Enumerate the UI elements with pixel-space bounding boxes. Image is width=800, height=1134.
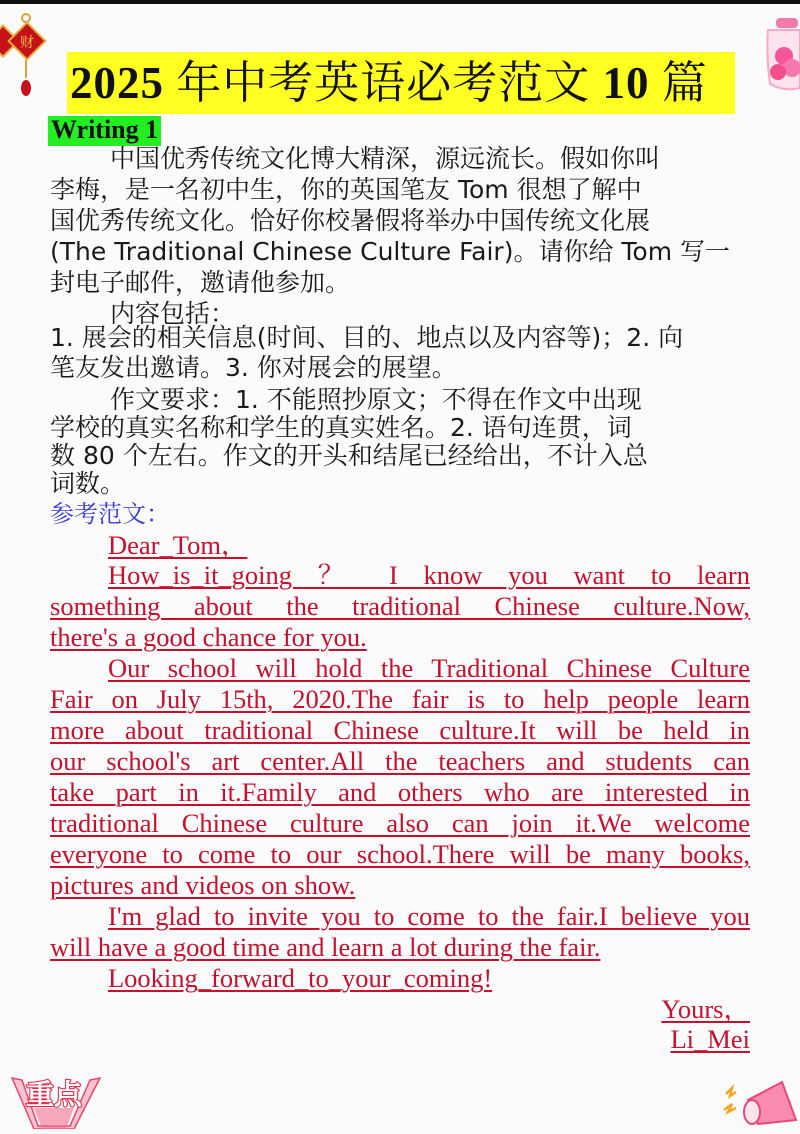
- megaphone-icon: [722, 1080, 800, 1129]
- essay-line: Our school will hold the Traditional Chinese Culture: [108, 653, 750, 683]
- essay-line: How_is_it_going ？ I know you want to learn: [108, 560, 750, 590]
- prompt-line: 作文要求：1. 不能照抄原文；不得在作文中出现: [110, 385, 642, 414]
- essay-line: will have a good time and learn a lot during the fair.: [50, 932, 601, 962]
- prompt-line: 国优秀传统文化。恰好你校暑假将举办中国传统文化展: [50, 206, 651, 235]
- section-label: Writing 1: [48, 116, 161, 146]
- essay-line: there's a good chance for you.: [50, 622, 367, 652]
- prompt-line: (The Traditional Chinese Culture Fair)。请你给 Tom 写一: [50, 237, 731, 266]
- top-border: [0, 0, 800, 4]
- essay-line: Fair on July 15th, 2020.The fair is to help people learn: [50, 684, 750, 714]
- lucky-knot-icon: [0, 6, 56, 98]
- essay-line: everyone to come to our school.There will be many books,: [50, 839, 750, 869]
- prompt-line: 词数。: [50, 469, 126, 498]
- essay-line: traditional Chinese culture also can join it.We welcome: [50, 808, 750, 838]
- prompt-line: 学校的真实名称和学生的真实姓名。2. 语句连贯，词: [50, 413, 632, 442]
- prompt-line: 内容包括：: [110, 299, 236, 328]
- title-suffix: 篇: [661, 56, 708, 109]
- prompt-line: 数 80 个左右。作文的开头和结尾已经给出，不计入总: [50, 441, 648, 470]
- essay-greeting: Dear_Tom，: [108, 530, 248, 560]
- essay-closing: Yours，: [661, 994, 750, 1024]
- title-year: 2025: [70, 58, 164, 108]
- essay-line: I'm glad to invite you to come to the fair.I believe you: [108, 901, 750, 931]
- essay-line: pictures and videos on show.: [50, 870, 356, 900]
- title-text: 年中考英语必考范文: [176, 56, 591, 109]
- heart-jar-icon: [762, 14, 800, 94]
- essay-line: more about traditional Chinese culture.It will be held in: [50, 715, 750, 745]
- prompt-line: 李梅，是一名初中生，你的英国笔友 Tom 很想了解中: [50, 175, 642, 204]
- prompt-line: 中国优秀传统文化博大精深，源远流长。假如你叫: [110, 144, 661, 173]
- essay-line: something about the traditional Chinese culture.Now,: [50, 591, 750, 621]
- essay-line: Looking_forward_to_your_coming!: [108, 963, 493, 993]
- reference-essay-label: 参考范文：: [50, 500, 170, 528]
- title-count: 10: [602, 58, 650, 108]
- essay-signature: Li_Mei: [670, 1024, 750, 1054]
- prompt-line: 笔友发出邀请。3. 你对展会的展望。: [50, 353, 457, 382]
- essay-line: our school's art center.All the teachers and students can: [50, 746, 750, 776]
- lucky-knot-text: 财: [20, 35, 34, 51]
- prompt-line: 封电子邮件，邀请他参加。: [50, 268, 351, 297]
- key-point-badge-icon: [4, 1068, 104, 1129]
- page-title: [70, 54, 708, 112]
- essay-line: take part in it.Family and others who are interested in: [50, 777, 750, 807]
- key-point-text: 重点: [25, 1078, 83, 1111]
- prompt-line: 1. 展会的相关信息(时间、目的、地点以及内容等)；2. 向: [50, 323, 684, 352]
